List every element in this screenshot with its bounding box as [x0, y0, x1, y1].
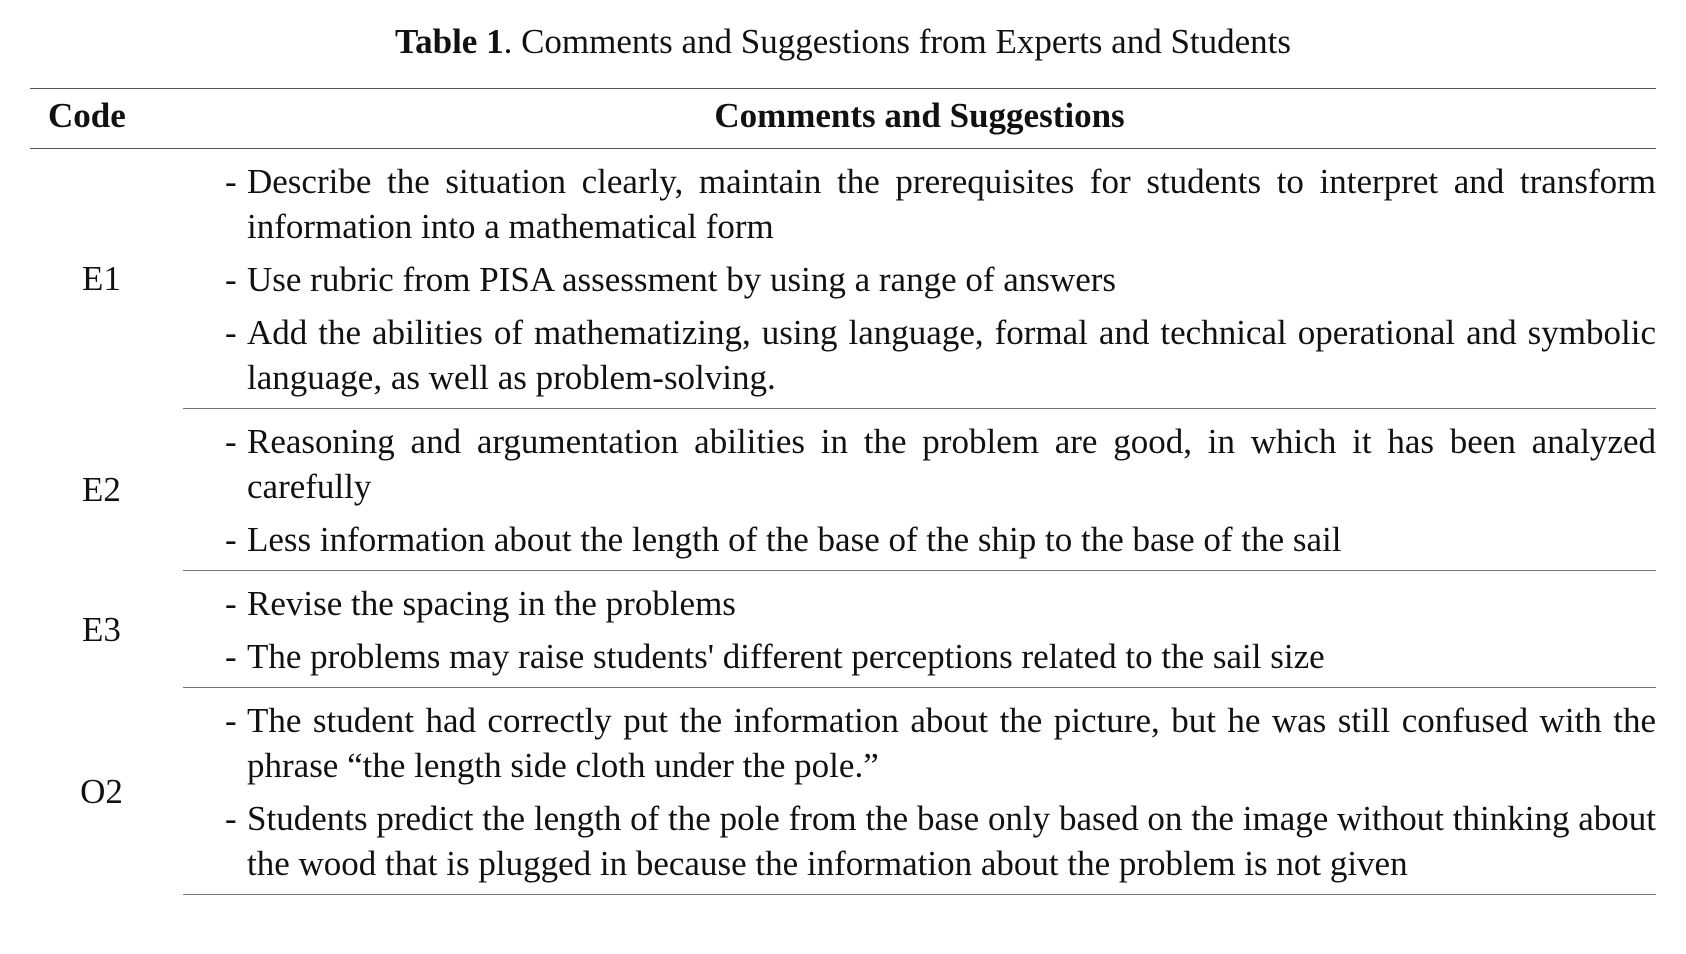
comments-table	[30, 88, 1656, 895]
comment-text: The student had correctly put the information about the picture, but he was still confused with the phrase “the length side cloth under the pole.”	[247, 701, 1656, 785]
comment-text: The problems may raise students' different perceptions related to the sail size	[247, 637, 1325, 676]
row-comments-cell	[183, 571, 1656, 688]
list-bullet: -	[225, 260, 237, 299]
list-item	[225, 419, 1656, 509]
comment-text: Reasoning and argumentation abilities in the problem are good, in which it has been analyzed carefully	[247, 422, 1656, 506]
list-item	[225, 310, 1656, 400]
list-bullet: -	[225, 520, 237, 559]
comment-list	[183, 571, 1656, 687]
comment-text: Students predict the length of the pole from the base only based on the image without thinking about the wood that is plugged in because the information about the problem is not given	[247, 799, 1656, 883]
comment-list	[183, 409, 1656, 570]
table-row	[30, 688, 1656, 895]
list-item	[225, 634, 1656, 679]
table-header-row	[30, 89, 1656, 149]
row-comments-cell	[183, 409, 1656, 571]
list-bullet: -	[225, 422, 237, 461]
comment-text: Less information about the length of the base of the ship to the base of the sail	[247, 520, 1342, 559]
comment-text: Describe the situation clearly, maintain the prerequisites for students to interpret and transform information into a mathematical form	[247, 162, 1656, 246]
table-row	[30, 409, 1656, 571]
column-header-comments: Comments and Suggestions	[183, 89, 1656, 149]
row-code: E2	[82, 470, 121, 509]
list-item	[225, 796, 1656, 886]
list-item	[225, 581, 1656, 626]
table-caption-label: Table 1	[394, 22, 504, 61]
row-comments-cell	[183, 688, 1656, 895]
list-item	[225, 257, 1656, 302]
comment-text: Use rubric from PISA assessment by using a range of answers	[247, 260, 1117, 299]
comment-text: Revise the spacing in the problems	[247, 584, 736, 623]
comment-list	[183, 149, 1656, 408]
list-bullet: -	[225, 162, 237, 201]
table-row	[30, 571, 1656, 688]
list-bullet: -	[225, 701, 237, 740]
list-bullet: -	[225, 637, 237, 676]
row-code: E3	[82, 609, 121, 649]
comment-list	[183, 688, 1656, 894]
comment-text: Add the abilities of mathematizing, using language, formal and technical operational and symbolic language, as well as problem-solving.	[247, 313, 1656, 397]
list-item	[225, 159, 1656, 249]
table-caption-text: . Comments and Suggestions from Experts and Students	[503, 22, 1292, 61]
list-bullet: -	[225, 799, 237, 838]
row-code: E1	[82, 259, 121, 299]
list-item	[225, 698, 1656, 788]
row-comments-cell	[183, 149, 1656, 409]
table-row	[30, 149, 1656, 409]
list-item	[225, 517, 1656, 562]
column-header-code: Code	[30, 89, 183, 149]
list-bullet: -	[225, 584, 237, 623]
list-bullet: -	[225, 313, 237, 352]
row-code: O2	[80, 771, 123, 811]
table-body	[30, 149, 1656, 895]
table-caption	[0, 16, 1686, 68]
